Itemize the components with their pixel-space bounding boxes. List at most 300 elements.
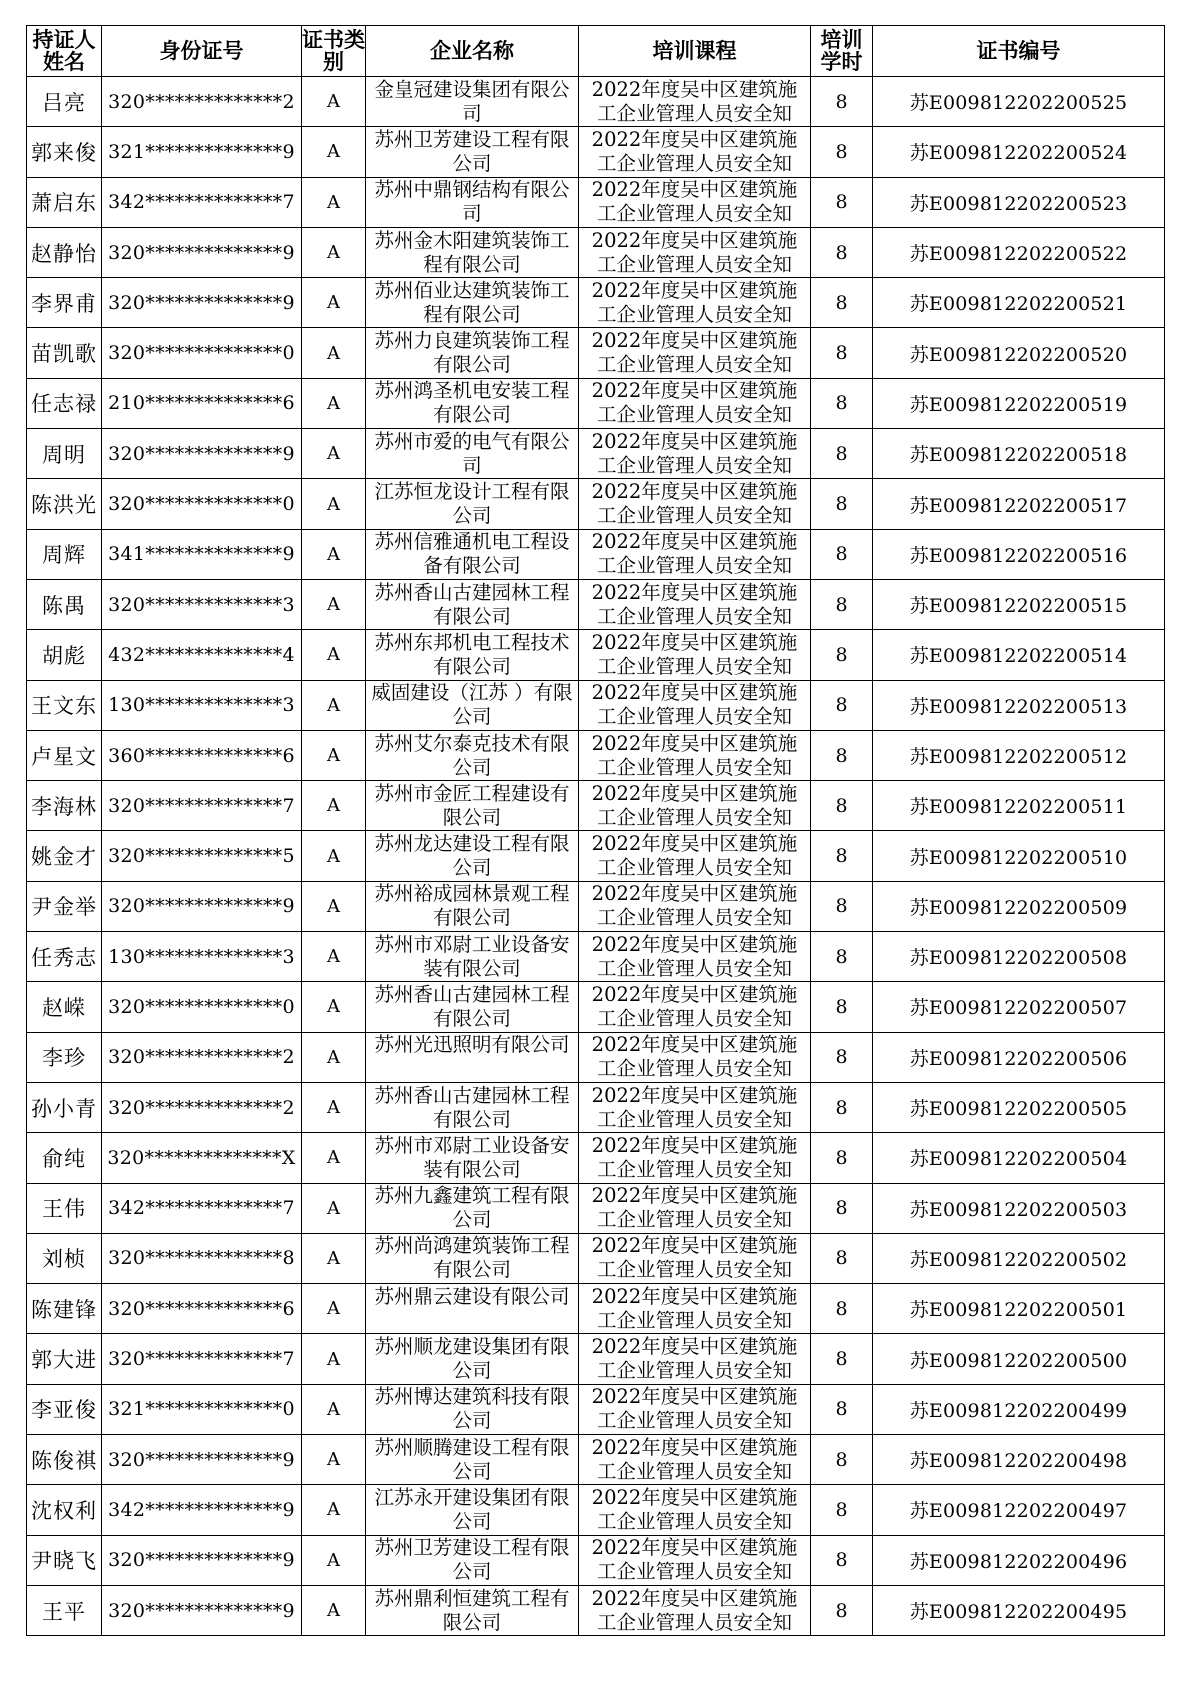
company-cell bbox=[366, 177, 579, 227]
cert-number-cell: 苏E009812202200501 bbox=[873, 1284, 1165, 1334]
holder-name-cell: 李界甫 bbox=[27, 278, 102, 328]
holder-name-cell: 陈建锋 bbox=[27, 1284, 102, 1334]
cert-number-cell: 苏E009812202200517 bbox=[873, 479, 1165, 529]
course-cell bbox=[579, 278, 811, 328]
course-cell-text: 2022年度吴中区建筑施工企业管理人员安全知 bbox=[591, 278, 798, 326]
course-cell bbox=[579, 781, 811, 831]
table-row bbox=[27, 1535, 1165, 1585]
holder-name-cell: 周辉 bbox=[27, 529, 102, 579]
company-cell-text: 苏州金木阳建筑装饰工程有限公司 bbox=[374, 228, 570, 276]
company-cell bbox=[366, 730, 579, 780]
course-cell-text: 2022年度吴中区建筑施工企业管理人员安全知 bbox=[591, 781, 798, 829]
id-number-cell: 341**************9 bbox=[102, 529, 302, 579]
cert-class-cell: A bbox=[302, 730, 366, 780]
course-cell bbox=[579, 328, 811, 378]
id-number-cell: 321**************0 bbox=[102, 1384, 302, 1434]
company-cell bbox=[366, 77, 579, 127]
holder-name-cell: 王文东 bbox=[27, 680, 102, 730]
hours-cell: 8 bbox=[811, 328, 873, 378]
cert-class-cell: A bbox=[302, 177, 366, 227]
header-company: 企业名称 bbox=[366, 26, 579, 77]
holder-name-cell: 郭大进 bbox=[27, 1334, 102, 1384]
cert-class-cell: A bbox=[302, 881, 366, 931]
cert-number-cell: 苏E009812202200514 bbox=[873, 630, 1165, 680]
company-cell bbox=[366, 932, 579, 982]
header-name: 持证人姓名 bbox=[27, 26, 102, 77]
company-cell bbox=[366, 982, 579, 1032]
table-row bbox=[27, 278, 1165, 328]
company-cell bbox=[366, 1585, 579, 1635]
course-cell-text: 2022年度吴中区建筑施工企业管理人员安全知 bbox=[591, 882, 798, 930]
holder-name-cell: 尹金举 bbox=[27, 881, 102, 931]
id-number-cell: 210**************6 bbox=[102, 378, 302, 428]
id-number-cell: 320**************9 bbox=[102, 1585, 302, 1635]
course-cell bbox=[579, 1233, 811, 1283]
hours-cell: 8 bbox=[811, 227, 873, 277]
cert-number-cell: 苏E009812202200521 bbox=[873, 278, 1165, 328]
course-cell bbox=[579, 479, 811, 529]
hours-cell: 8 bbox=[811, 1183, 873, 1233]
id-number-cell: 320**************9 bbox=[102, 429, 302, 479]
id-number-cell: 360**************6 bbox=[102, 730, 302, 780]
id-number-cell: 320**************0 bbox=[102, 982, 302, 1032]
id-number-cell: 320**************7 bbox=[102, 1334, 302, 1384]
cert-number-cell: 苏E009812202200512 bbox=[873, 730, 1165, 780]
hours-cell: 8 bbox=[811, 579, 873, 629]
course-cell-text: 2022年度吴中区建筑施工企业管理人员安全知 bbox=[591, 429, 798, 477]
cert-number-cell: 苏E009812202200504 bbox=[873, 1133, 1165, 1183]
table-row bbox=[27, 1032, 1165, 1082]
cert-number-cell: 苏E009812202200497 bbox=[873, 1485, 1165, 1535]
course-cell-text: 2022年度吴中区建筑施工企业管理人员安全知 bbox=[591, 1586, 798, 1634]
company-cell-text: 苏州香山古建园林工程有限公司 bbox=[374, 982, 570, 1030]
hours-cell: 8 bbox=[811, 1485, 873, 1535]
hours-cell: 8 bbox=[811, 127, 873, 177]
cert-class-cell: A bbox=[302, 1133, 366, 1183]
holder-name-cell: 俞纯 bbox=[27, 1133, 102, 1183]
holder-name-cell: 胡彪 bbox=[27, 630, 102, 680]
company-cell-text: 金皇冠建设集团有限公司 bbox=[374, 77, 570, 125]
company-cell bbox=[366, 1032, 579, 1082]
cert-class-cell: A bbox=[302, 127, 366, 177]
company-cell-text: 苏州东邦机电工程技术有限公司 bbox=[374, 630, 570, 678]
cert-class-cell: A bbox=[302, 328, 366, 378]
cert-class-cell: A bbox=[302, 227, 366, 277]
course-cell-text: 2022年度吴中区建筑施工企业管理人员安全知 bbox=[591, 1435, 798, 1483]
company-cell-text: 苏州卫芳建设工程有限公司 bbox=[374, 127, 570, 175]
holder-name-cell: 苗凯歌 bbox=[27, 328, 102, 378]
table-row bbox=[27, 932, 1165, 982]
hours-cell: 8 bbox=[811, 1334, 873, 1384]
course-cell-text: 2022年度吴中区建筑施工企业管理人员安全知 bbox=[591, 1385, 798, 1433]
id-number-cell: 320**************9 bbox=[102, 1535, 302, 1585]
id-number-cell: 320**************9 bbox=[102, 881, 302, 931]
cert-number-cell: 苏E009812202200503 bbox=[873, 1183, 1165, 1233]
course-cell bbox=[579, 680, 811, 730]
table-row bbox=[27, 1384, 1165, 1434]
hours-cell: 8 bbox=[811, 781, 873, 831]
cert-number-cell: 苏E009812202200495 bbox=[873, 1585, 1165, 1635]
course-cell bbox=[579, 1585, 811, 1635]
course-cell bbox=[579, 177, 811, 227]
company-cell-text: 苏州顺腾建设工程有限公司 bbox=[374, 1435, 570, 1483]
cert-number-cell: 苏E009812202200511 bbox=[873, 781, 1165, 831]
course-cell-text: 2022年度吴中区建筑施工企业管理人员安全知 bbox=[591, 1536, 798, 1584]
cert-number-cell: 苏E009812202200505 bbox=[873, 1082, 1165, 1132]
company-cell-text: 威固建设（江苏 ）有限公司 bbox=[371, 681, 573, 729]
course-cell-text: 2022年度吴中区建筑施工企业管理人员安全知 bbox=[591, 1133, 798, 1181]
company-cell bbox=[366, 1133, 579, 1183]
cert-class-cell: A bbox=[302, 429, 366, 479]
course-cell bbox=[579, 1384, 811, 1434]
id-number-cell: 320**************7 bbox=[102, 781, 302, 831]
company-cell bbox=[366, 1384, 579, 1434]
holder-name-cell: 沈权利 bbox=[27, 1485, 102, 1535]
course-cell bbox=[579, 982, 811, 1032]
cert-number-cell: 苏E009812202200516 bbox=[873, 529, 1165, 579]
cert-class-cell: A bbox=[302, 932, 366, 982]
hours-cell: 8 bbox=[811, 630, 873, 680]
company-cell bbox=[366, 479, 579, 529]
holder-name-cell: 陈禺 bbox=[27, 579, 102, 629]
course-cell bbox=[579, 1435, 811, 1485]
company-cell-text: 苏州艾尔泰克技术有限公司 bbox=[374, 731, 570, 779]
company-cell-text: 苏州香山古建园林工程有限公司 bbox=[374, 1083, 570, 1131]
company-cell bbox=[366, 227, 579, 277]
hours-cell: 8 bbox=[811, 1284, 873, 1334]
course-cell bbox=[579, 529, 811, 579]
id-number-cell: 130**************3 bbox=[102, 932, 302, 982]
course-cell-text: 2022年度吴中区建筑施工企业管理人员安全知 bbox=[591, 329, 798, 377]
course-cell bbox=[579, 932, 811, 982]
table-row bbox=[27, 1133, 1165, 1183]
company-cell-text: 苏州市爱的电气有限公司 bbox=[374, 429, 570, 477]
id-number-cell: 320**************9 bbox=[102, 1435, 302, 1485]
hours-cell: 8 bbox=[811, 1384, 873, 1434]
holder-name-cell: 陈俊祺 bbox=[27, 1435, 102, 1485]
hours-cell: 8 bbox=[811, 177, 873, 227]
company-cell-text: 苏州力良建筑装饰工程有限公司 bbox=[374, 329, 570, 377]
company-cell-text: 苏州博达建筑科技有限公司 bbox=[374, 1385, 570, 1433]
company-cell-text: 苏州顺龙建设集团有限公司 bbox=[374, 1335, 570, 1383]
hours-cell: 8 bbox=[811, 982, 873, 1032]
course-cell-text: 2022年度吴中区建筑施工企业管理人员安全知 bbox=[591, 127, 798, 175]
cert-number-cell: 苏E009812202200496 bbox=[873, 1535, 1165, 1585]
course-cell bbox=[579, 429, 811, 479]
cert-class-cell: A bbox=[302, 579, 366, 629]
table-row bbox=[27, 1183, 1165, 1233]
company-cell bbox=[366, 781, 579, 831]
company-cell bbox=[366, 378, 579, 428]
cert-class-cell: A bbox=[302, 1384, 366, 1434]
course-cell bbox=[579, 1284, 811, 1334]
course-cell bbox=[579, 730, 811, 780]
hours-cell: 8 bbox=[811, 881, 873, 931]
cert-number-cell: 苏E009812202200519 bbox=[873, 378, 1165, 428]
course-cell bbox=[579, 1535, 811, 1585]
company-cell-text: 苏州鸿圣机电安装工程有限公司 bbox=[374, 379, 570, 427]
course-cell bbox=[579, 630, 811, 680]
id-number-cell: 342**************7 bbox=[102, 177, 302, 227]
course-cell-text: 2022年度吴中区建筑施工企业管理人员安全知 bbox=[591, 932, 798, 980]
table-row bbox=[27, 227, 1165, 277]
holder-name-cell: 任志禄 bbox=[27, 378, 102, 428]
company-cell-text: 苏州市邓尉工业设备安装有限公司 bbox=[374, 932, 570, 980]
holder-name-cell: 任秀志 bbox=[27, 932, 102, 982]
course-cell-text: 2022年度吴中区建筑施工企业管理人员安全知 bbox=[591, 530, 798, 578]
hours-cell: 8 bbox=[811, 1435, 873, 1485]
company-cell-text: 苏州鼎云建设有限公司 bbox=[374, 1284, 570, 1308]
table-row bbox=[27, 781, 1165, 831]
company-cell-text: 江苏永开建设集团有限公司 bbox=[374, 1485, 570, 1533]
course-cell-text: 2022年度吴中区建筑施工企业管理人员安全知 bbox=[591, 731, 798, 779]
table-row bbox=[27, 982, 1165, 1032]
company-cell bbox=[366, 1082, 579, 1132]
course-cell-text: 2022年度吴中区建筑施工企业管理人员安全知 bbox=[591, 1184, 798, 1232]
holder-name-cell: 萧启东 bbox=[27, 177, 102, 227]
hours-cell: 8 bbox=[811, 429, 873, 479]
cert-number-cell: 苏E009812202200522 bbox=[873, 227, 1165, 277]
cert-class-cell: A bbox=[302, 278, 366, 328]
cert-class-cell: A bbox=[302, 378, 366, 428]
company-cell-text: 苏州光迅照明有限公司 bbox=[374, 1033, 570, 1057]
table-row bbox=[27, 831, 1165, 881]
company-cell-text: 苏州卫芳建设工程有限公司 bbox=[374, 1536, 570, 1584]
hours-cell: 8 bbox=[811, 831, 873, 881]
id-number-cell: 320**************5 bbox=[102, 831, 302, 881]
company-cell bbox=[366, 1535, 579, 1585]
table-row bbox=[27, 1082, 1165, 1132]
company-cell-text: 苏州市金匠工程建设有限公司 bbox=[374, 781, 570, 829]
course-cell bbox=[579, 579, 811, 629]
table-row bbox=[27, 881, 1165, 931]
cert-number-cell: 苏E009812202200515 bbox=[873, 579, 1165, 629]
cert-number-cell: 苏E009812202200525 bbox=[873, 77, 1165, 127]
cert-class-cell: A bbox=[302, 1233, 366, 1283]
hours-cell: 8 bbox=[811, 730, 873, 780]
cert-number-cell: 苏E009812202200506 bbox=[873, 1032, 1165, 1082]
hours-cell: 8 bbox=[811, 77, 873, 127]
company-cell-text: 苏州佰业达建筑装饰工程有限公司 bbox=[374, 278, 570, 326]
certificate-roster-table bbox=[26, 25, 1165, 1636]
course-cell bbox=[579, 1183, 811, 1233]
cert-class-cell: A bbox=[302, 630, 366, 680]
hours-cell: 8 bbox=[811, 529, 873, 579]
cert-class-cell: A bbox=[302, 1585, 366, 1635]
course-cell-text: 2022年度吴中区建筑施工企业管理人员安全知 bbox=[591, 1485, 798, 1533]
table-row bbox=[27, 579, 1165, 629]
hours-cell: 8 bbox=[811, 932, 873, 982]
table-row bbox=[27, 630, 1165, 680]
company-cell-text: 苏州尚鸿建筑装饰工程有限公司 bbox=[374, 1234, 570, 1282]
cert-number-cell: 苏E009812202200498 bbox=[873, 1435, 1165, 1485]
holder-name-cell: 姚金才 bbox=[27, 831, 102, 881]
cert-number-cell: 苏E009812202200520 bbox=[873, 328, 1165, 378]
course-cell bbox=[579, 1082, 811, 1132]
course-cell-text: 2022年度吴中区建筑施工企业管理人员安全知 bbox=[591, 379, 798, 427]
course-cell bbox=[579, 378, 811, 428]
course-cell-text: 2022年度吴中区建筑施工企业管理人员安全知 bbox=[591, 178, 798, 226]
holder-name-cell: 陈洪光 bbox=[27, 479, 102, 529]
course-cell-text: 2022年度吴中区建筑施工企业管理人员安全知 bbox=[591, 681, 798, 729]
cert-number-cell: 苏E009812202200509 bbox=[873, 881, 1165, 931]
hours-cell: 8 bbox=[811, 1082, 873, 1132]
company-cell-text: 苏州龙达建设工程有限公司 bbox=[374, 832, 570, 880]
cert-class-cell: A bbox=[302, 1284, 366, 1334]
cert-number-cell: 苏E009812202200502 bbox=[873, 1233, 1165, 1283]
holder-name-cell: 刘桢 bbox=[27, 1233, 102, 1283]
cert-class-cell: A bbox=[302, 479, 366, 529]
holder-name-cell: 郭来俊 bbox=[27, 127, 102, 177]
table-row bbox=[27, 680, 1165, 730]
header-cert-class: 证书类别 bbox=[302, 26, 366, 77]
id-number-cell: 321**************9 bbox=[102, 127, 302, 177]
table-row bbox=[27, 1233, 1165, 1283]
table-row bbox=[27, 328, 1165, 378]
course-cell-text: 2022年度吴中区建筑施工企业管理人员安全知 bbox=[591, 480, 798, 528]
company-cell bbox=[366, 1284, 579, 1334]
cert-number-cell: 苏E009812202200507 bbox=[873, 982, 1165, 1032]
id-number-cell: 320**************2 bbox=[102, 1032, 302, 1082]
course-cell-text: 2022年度吴中区建筑施工企业管理人员安全知 bbox=[591, 228, 798, 276]
hours-cell: 8 bbox=[811, 1535, 873, 1585]
table-row bbox=[27, 1585, 1165, 1635]
cert-class-cell: A bbox=[302, 1183, 366, 1233]
cert-class-cell: A bbox=[302, 1435, 366, 1485]
course-cell bbox=[579, 1032, 811, 1082]
cert-class-cell: A bbox=[302, 1535, 366, 1585]
company-cell-text: 苏州香山古建园林工程有限公司 bbox=[374, 580, 570, 628]
table-row bbox=[27, 429, 1165, 479]
hours-cell: 8 bbox=[811, 378, 873, 428]
table-row bbox=[27, 177, 1165, 227]
course-cell bbox=[579, 227, 811, 277]
cert-class-cell: A bbox=[302, 680, 366, 730]
course-cell bbox=[579, 1485, 811, 1535]
cert-number-cell: 苏E009812202200518 bbox=[873, 429, 1165, 479]
id-number-cell: 320**************9 bbox=[102, 227, 302, 277]
table-row bbox=[27, 127, 1165, 177]
id-number-cell: 432**************4 bbox=[102, 630, 302, 680]
id-number-cell: 130**************3 bbox=[102, 680, 302, 730]
course-cell-text: 2022年度吴中区建筑施工企业管理人员安全知 bbox=[591, 1033, 798, 1081]
cert-number-cell: 苏E009812202200513 bbox=[873, 680, 1165, 730]
header-id: 身份证号 bbox=[102, 26, 302, 77]
company-cell-text: 苏州中鼎钢结构有限公司 bbox=[374, 178, 570, 226]
company-cell-text: 苏州鼎利恒建筑工程有限公司 bbox=[374, 1586, 570, 1634]
cert-class-cell: A bbox=[302, 1334, 366, 1384]
header-course: 培训课程 bbox=[579, 26, 811, 77]
cert-class-cell: A bbox=[302, 1485, 366, 1535]
holder-name-cell: 吕亮 bbox=[27, 77, 102, 127]
id-number-cell: 320**************9 bbox=[102, 278, 302, 328]
company-cell bbox=[366, 579, 579, 629]
roster-body bbox=[27, 77, 1165, 1636]
company-cell bbox=[366, 1183, 579, 1233]
course-cell-text: 2022年度吴中区建筑施工企业管理人员安全知 bbox=[591, 1234, 798, 1282]
holder-name-cell: 周明 bbox=[27, 429, 102, 479]
hours-cell: 8 bbox=[811, 479, 873, 529]
id-number-cell: 320**************2 bbox=[102, 1082, 302, 1132]
company-cell-text: 江苏恒龙设计工程有限公司 bbox=[374, 480, 570, 528]
header-cert-no: 证书编号 bbox=[873, 26, 1165, 77]
holder-name-cell: 孙小青 bbox=[27, 1082, 102, 1132]
id-number-cell: 342**************9 bbox=[102, 1485, 302, 1535]
cert-number-cell: 苏E009812202200524 bbox=[873, 127, 1165, 177]
id-number-cell: 320**************8 bbox=[102, 1233, 302, 1283]
header-hours: 培训学时 bbox=[811, 26, 873, 77]
company-cell bbox=[366, 1485, 579, 1535]
id-number-cell: 320**************6 bbox=[102, 1284, 302, 1334]
id-number-cell: 320**************2 bbox=[102, 77, 302, 127]
id-number-cell: 320**************0 bbox=[102, 328, 302, 378]
id-number-cell: 342**************7 bbox=[102, 1183, 302, 1233]
cert-number-cell: 苏E009812202200500 bbox=[873, 1334, 1165, 1384]
company-cell bbox=[366, 1435, 579, 1485]
course-cell-text: 2022年度吴中区建筑施工企业管理人员安全知 bbox=[591, 982, 798, 1030]
course-cell bbox=[579, 77, 811, 127]
course-cell-text: 2022年度吴中区建筑施工企业管理人员安全知 bbox=[591, 832, 798, 880]
hours-cell: 8 bbox=[811, 1233, 873, 1283]
hours-cell: 8 bbox=[811, 1133, 873, 1183]
header-row bbox=[27, 26, 1165, 77]
holder-name-cell: 卢星文 bbox=[27, 730, 102, 780]
holder-name-cell: 王伟 bbox=[27, 1183, 102, 1233]
course-cell bbox=[579, 1334, 811, 1384]
company-cell-text: 苏州裕成园林景观工程有限公司 bbox=[374, 882, 570, 930]
company-cell bbox=[366, 630, 579, 680]
id-number-cell: 320**************3 bbox=[102, 579, 302, 629]
company-cell bbox=[366, 127, 579, 177]
company-cell bbox=[366, 881, 579, 931]
table-row bbox=[27, 378, 1165, 428]
table-row bbox=[27, 1485, 1165, 1535]
table-row bbox=[27, 1334, 1165, 1384]
holder-name-cell: 赵静怡 bbox=[27, 227, 102, 277]
course-cell-text: 2022年度吴中区建筑施工企业管理人员安全知 bbox=[591, 630, 798, 678]
table-row bbox=[27, 479, 1165, 529]
hours-cell: 8 bbox=[811, 680, 873, 730]
cert-class-cell: A bbox=[302, 781, 366, 831]
cert-class-cell: A bbox=[302, 831, 366, 881]
holder-name-cell: 尹晓飞 bbox=[27, 1535, 102, 1585]
holder-name-cell: 赵嵘 bbox=[27, 982, 102, 1032]
cert-number-cell: 苏E009812202200499 bbox=[873, 1384, 1165, 1434]
cert-class-cell: A bbox=[302, 529, 366, 579]
holder-name-cell: 李亚俊 bbox=[27, 1384, 102, 1434]
company-cell bbox=[366, 1334, 579, 1384]
holder-name-cell: 李珍 bbox=[27, 1032, 102, 1082]
company-cell bbox=[366, 831, 579, 881]
course-cell bbox=[579, 881, 811, 931]
company-cell-text: 苏州信雅通机电工程设备有限公司 bbox=[374, 530, 570, 578]
table-row bbox=[27, 1284, 1165, 1334]
course-cell-text: 2022年度吴中区建筑施工企业管理人员安全知 bbox=[591, 1284, 798, 1332]
course-cell-text: 2022年度吴中区建筑施工企业管理人员安全知 bbox=[591, 580, 798, 628]
company-cell bbox=[366, 429, 579, 479]
course-cell bbox=[579, 1133, 811, 1183]
cert-class-cell: A bbox=[302, 1082, 366, 1132]
company-cell bbox=[366, 680, 579, 730]
holder-name-cell: 王平 bbox=[27, 1585, 102, 1635]
company-cell-text: 苏州九鑫建筑工程有限公司 bbox=[374, 1184, 570, 1232]
company-cell bbox=[366, 529, 579, 579]
cert-number-cell: 苏E009812202200523 bbox=[873, 177, 1165, 227]
company-cell-text: 苏州市邓尉工业设备安装有限公司 bbox=[374, 1133, 570, 1181]
hours-cell: 8 bbox=[811, 1032, 873, 1082]
course-cell-text: 2022年度吴中区建筑施工企业管理人员安全知 bbox=[591, 1083, 798, 1131]
company-cell bbox=[366, 278, 579, 328]
